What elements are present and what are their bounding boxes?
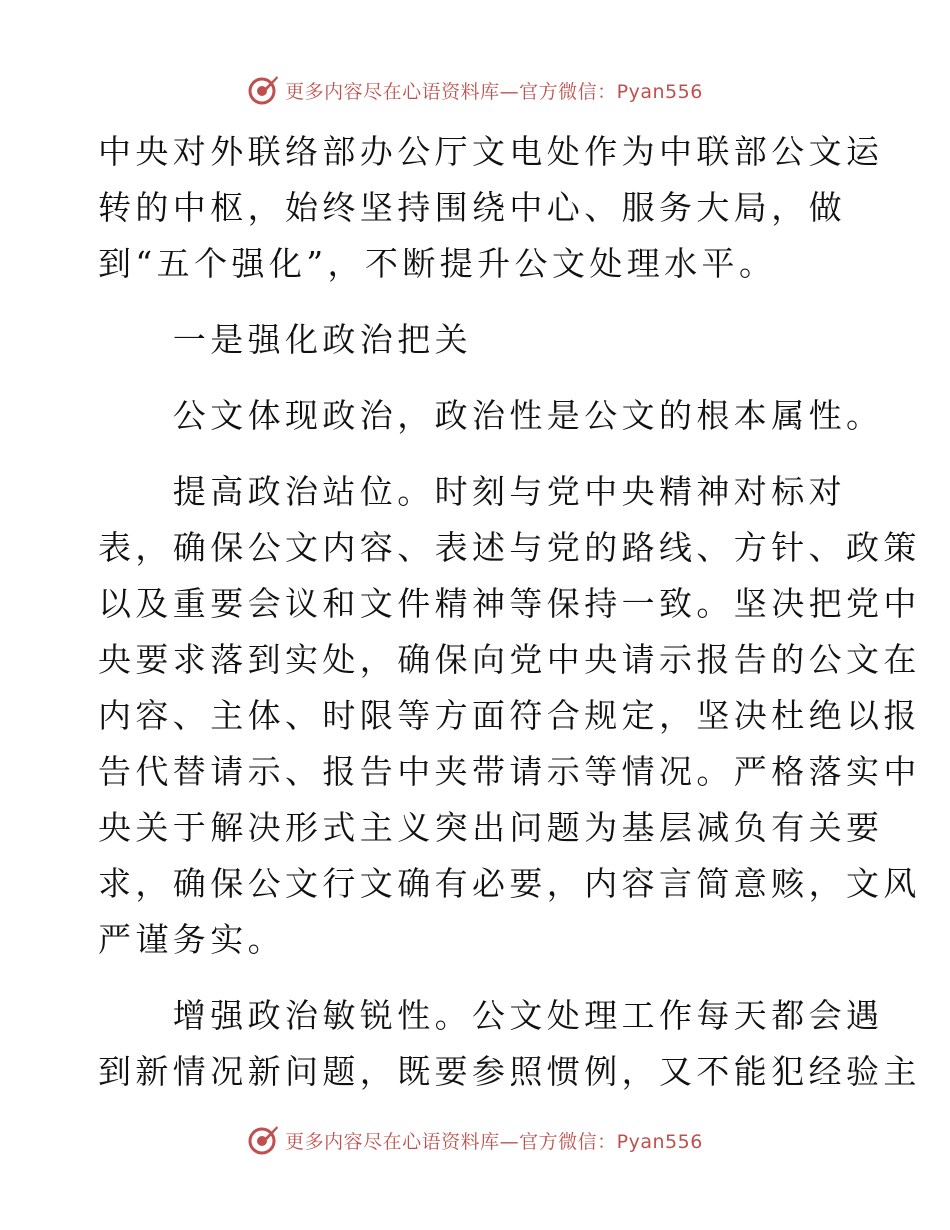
text-line: 内容、主体、时限等方面符合规定，坚决杜绝以报 (98, 696, 921, 735)
text-line: 转的中枢，始终坚持围绕中心、服务大局，做 (98, 188, 846, 227)
body-paragraph (98, 388, 884, 444)
text-line: 提高政治站位。时刻与党中央精神对标对 (98, 472, 846, 511)
text-line: 央关于解决形式主义突出问题为基层减负有关要 (98, 808, 884, 847)
header-watermark (0, 70, 950, 110)
document-body (98, 124, 921, 1100)
text-line: 表，确保公文内容、表述与党的路线、方针、政策 (98, 528, 921, 567)
text-line: 以及重要会议和文件精神等保持一致。坚决把党中 (98, 584, 921, 623)
text-line: 求，确保公文行文确有必要，内容言简意赅，文风 (98, 864, 921, 903)
body-paragraph (98, 988, 921, 1100)
text-line: 公文体现政治，政治性是公文的根本属性。 (98, 396, 884, 435)
text-line: 一是强化政治把关 (98, 320, 472, 359)
pen-logo-icon (247, 74, 279, 106)
watermark-text: 更多内容尽在心语资料库—官方微信：Pyan556 (285, 80, 703, 103)
section-heading (98, 312, 850, 368)
text-line: 到“五个强化”，不断提升公文处理水平。 (98, 244, 777, 283)
body-paragraph (98, 464, 921, 968)
text-line: 增强政治敏锐性。公文处理工作每天都会遇 (98, 996, 884, 1035)
text-line: 央要求落到实处，确保向党中央请示报告的公文在 (98, 640, 921, 679)
watermark-text: 更多内容尽在心语资料库—官方微信：Pyan556 (285, 1130, 703, 1153)
footer-watermark (0, 1120, 950, 1160)
intro-paragraph (98, 124, 884, 292)
text-line: 严谨务实。 (98, 920, 285, 959)
text-line: 中央对外联络部办公厅文电处作为中联部公文运 (98, 132, 884, 171)
pen-logo-icon (247, 1124, 279, 1156)
text-line: 告代替请示、报告中夹带请示等情况。严格落实中 (98, 752, 921, 791)
text-line: 到新情况新问题，既要参照惯例，又不能犯经验主 (98, 1052, 921, 1091)
